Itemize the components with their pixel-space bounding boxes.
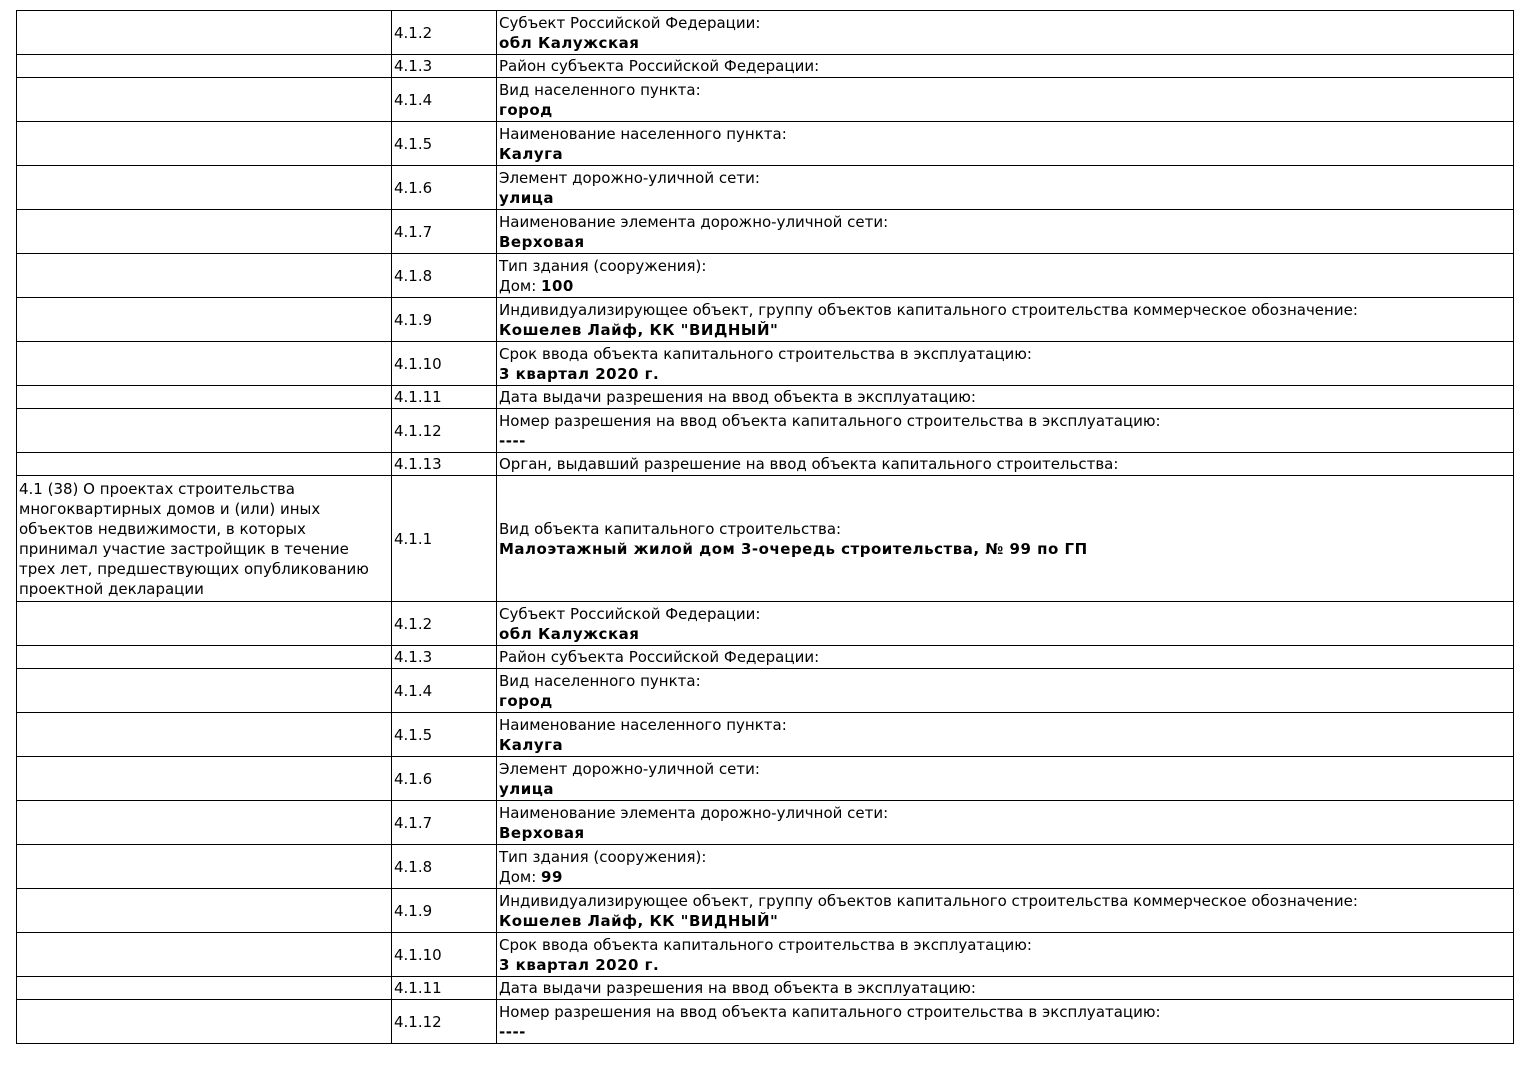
section-cell [17, 453, 392, 476]
item-content-cell [497, 602, 1514, 646]
item-code-cell: 4.1.3 [392, 646, 497, 669]
table-row [17, 713, 1514, 757]
table-row [17, 298, 1514, 342]
item-content-cell [497, 166, 1514, 210]
item-content-cell [497, 342, 1514, 386]
item-label: Тип здания (сооружения): [499, 847, 707, 866]
item-value: 3 квартал 2020 г. [499, 955, 660, 974]
item-code-cell: 4.1.6 [392, 757, 497, 801]
section-cell [17, 122, 392, 166]
item-code-cell: 4.1.11 [392, 977, 497, 1000]
section-cell [17, 757, 392, 801]
item-code-cell: 4.1.12 [392, 1000, 497, 1044]
item-code-cell: 4.1.10 [392, 933, 497, 977]
section-cell [17, 669, 392, 713]
item-value-line [499, 1022, 1511, 1042]
item-value-line [499, 320, 1511, 340]
item-code-cell: 4.1.3 [392, 55, 497, 78]
item-value: обл Калужская [499, 33, 640, 52]
item-value-line [499, 823, 1511, 843]
table-row [17, 889, 1514, 933]
item-code-cell: 4.1.1 [392, 476, 497, 602]
item-code-cell: 4.1.5 [392, 122, 497, 166]
table-row [17, 669, 1514, 713]
item-content-cell [497, 122, 1514, 166]
section-cell [17, 845, 392, 889]
item-label: Наименование элемента дорожно-уличной сети: [499, 212, 889, 231]
item-code-cell: 4.1.9 [392, 298, 497, 342]
table-row [17, 453, 1514, 476]
table-row [17, 210, 1514, 254]
item-label: Элемент дорожно-уличной сети: [499, 168, 760, 187]
table-row [17, 342, 1514, 386]
item-label: Элемент дорожно-уличной сети: [499, 759, 760, 778]
item-code-cell: 4.1.12 [392, 409, 497, 453]
item-value: город [499, 691, 553, 710]
table-row [17, 602, 1514, 646]
item-label: Номер разрешения на ввод объекта капитального строительства в эксплуатацию: [499, 411, 1161, 430]
item-value: ---- [499, 1022, 526, 1041]
item-label: Субъект Российской Федерации: [499, 13, 761, 32]
item-code-cell: 4.1.13 [392, 453, 497, 476]
item-value: улица [499, 188, 555, 207]
item-value: 100 [541, 276, 574, 295]
table-row [17, 1000, 1514, 1044]
item-content-cell [497, 669, 1514, 713]
item-label: Орган, выдавший разрешение на ввод объекта капитального строительства: [499, 455, 1119, 473]
table-row [17, 166, 1514, 210]
item-code-cell: 4.1.10 [392, 342, 497, 386]
section-cell [17, 713, 392, 757]
item-label: Тип здания (сооружения): [499, 256, 707, 275]
item-content-cell [497, 933, 1514, 977]
item-code-cell: 4.1.8 [392, 845, 497, 889]
table-row [17, 386, 1514, 409]
item-label: Вид объекта капитального строительства: [499, 519, 842, 538]
item-value-line [499, 100, 1511, 120]
item-content-cell [497, 386, 1514, 409]
section-cell [17, 977, 392, 1000]
item-label: Номер разрешения на ввод объекта капитального строительства в эксплуатацию: [499, 1002, 1161, 1021]
item-value: Верховая [499, 823, 585, 842]
section-cell [17, 11, 392, 55]
section-cell [17, 254, 392, 298]
item-value-line [499, 691, 1511, 711]
section-cell [17, 78, 392, 122]
item-value-line [499, 539, 1511, 559]
item-value-line [499, 735, 1511, 755]
item-content-cell [497, 476, 1514, 602]
item-label: Район субъекта Российской Федерации: [499, 57, 820, 75]
section-cell [17, 166, 392, 210]
item-content-cell [497, 55, 1514, 78]
item-content-cell [497, 453, 1514, 476]
table-row [17, 845, 1514, 889]
item-code-cell: 4.1.5 [392, 713, 497, 757]
item-value: Калуга [499, 144, 564, 163]
item-code-cell: 4.1.7 [392, 210, 497, 254]
table-row [17, 122, 1514, 166]
table-row [17, 476, 1514, 602]
item-label: Дата выдачи разрешения на ввод объекта в эксплуатацию: [499, 388, 976, 406]
section-cell [17, 889, 392, 933]
item-value: улица [499, 779, 555, 798]
item-content-cell [497, 977, 1514, 1000]
section-cell [17, 55, 392, 78]
section-cell [17, 646, 392, 669]
item-value: Кошелев Лайф, КК "ВИДНЫЙ" [499, 320, 779, 339]
item-value-line [499, 276, 1511, 296]
table-body [17, 11, 1514, 1044]
item-value-line [499, 188, 1511, 208]
item-value: Калуга [499, 735, 564, 754]
item-content-cell [497, 409, 1514, 453]
section-cell [17, 386, 392, 409]
item-label: Индивидуализирующее объект, группу объектов капитального строительства коммерческое обозначение: [499, 891, 1358, 910]
item-value: 3 квартал 2020 г. [499, 364, 660, 383]
item-label: Наименование элемента дорожно-уличной сети: [499, 803, 889, 822]
section-cell [17, 801, 392, 845]
section-cell [17, 1000, 392, 1044]
item-code-cell: 4.1.2 [392, 11, 497, 55]
item-value: город [499, 100, 553, 119]
item-label: Вид населенного пункта: [499, 80, 701, 99]
item-content-cell [497, 78, 1514, 122]
table-row [17, 409, 1514, 453]
item-value-prefix: Дом: [499, 867, 542, 886]
table-row [17, 933, 1514, 977]
item-content-cell [497, 713, 1514, 757]
item-value-line [499, 33, 1511, 53]
item-value: Кошелев Лайф, КК "ВИДНЫЙ" [499, 911, 779, 930]
declaration-table [16, 10, 1514, 1044]
item-content-cell [497, 254, 1514, 298]
item-value-line [499, 624, 1511, 644]
item-code-cell: 4.1.7 [392, 801, 497, 845]
table-row [17, 55, 1514, 78]
table-row [17, 11, 1514, 55]
item-value: 99 [541, 867, 563, 886]
item-content-cell [497, 1000, 1514, 1044]
item-value: Малоэтажный жилой дом 3-очередь строительства, № 99 по ГП [499, 539, 1088, 558]
section-cell [17, 602, 392, 646]
table-row [17, 977, 1514, 1000]
item-code-cell: 4.1.11 [392, 386, 497, 409]
item-code-cell: 4.1.6 [392, 166, 497, 210]
item-label: Субъект Российской Федерации: [499, 604, 761, 623]
item-code-cell: 4.1.2 [392, 602, 497, 646]
item-label: Индивидуализирующее объект, группу объектов капитального строительства коммерческое обозначение: [499, 300, 1358, 319]
item-value: Верховая [499, 232, 585, 251]
item-value-line [499, 232, 1511, 252]
table-row [17, 757, 1514, 801]
item-code-cell: 4.1.8 [392, 254, 497, 298]
section-cell [17, 298, 392, 342]
item-value-line [499, 431, 1511, 451]
item-content-cell [497, 11, 1514, 55]
item-value-line [499, 911, 1511, 931]
table-row [17, 801, 1514, 845]
item-code-cell: 4.1.4 [392, 669, 497, 713]
item-value-line [499, 779, 1511, 799]
section-cell [17, 210, 392, 254]
item-label: Срок ввода объекта капитального строительства в эксплуатацию: [499, 344, 1032, 363]
item-value-line [499, 144, 1511, 164]
item-value: ---- [499, 431, 526, 450]
item-label: Срок ввода объекта капитального строительства в эксплуатацию: [499, 935, 1032, 954]
item-content-cell [497, 646, 1514, 669]
section-cell [17, 409, 392, 453]
item-content-cell [497, 757, 1514, 801]
item-label: Район субъекта Российской Федерации: [499, 648, 820, 666]
item-label: Дата выдачи разрешения на ввод объекта в эксплуатацию: [499, 979, 976, 997]
item-content-cell [497, 889, 1514, 933]
item-label: Наименование населенного пункта: [499, 715, 787, 734]
item-value-line [499, 955, 1511, 975]
item-label: Наименование населенного пункта: [499, 124, 787, 143]
table-row [17, 254, 1514, 298]
item-label: Вид населенного пункта: [499, 671, 701, 690]
item-code-cell: 4.1.4 [392, 78, 497, 122]
item-value-line [499, 364, 1511, 384]
item-content-cell [497, 801, 1514, 845]
section-cell [17, 342, 392, 386]
section-cell: 4.1 (38) О проектах строительства многоквартирных домов и (или) иных объектов недвижимости, в которых принимал участие застройщик в течение трех лет, предшествующих опубликованию проектной декларации [17, 476, 392, 602]
table-row [17, 78, 1514, 122]
item-code-cell: 4.1.9 [392, 889, 497, 933]
table-row [17, 646, 1514, 669]
item-value-line [499, 867, 1511, 887]
item-value: обл Калужская [499, 624, 640, 643]
section-cell [17, 933, 392, 977]
item-value-prefix: Дом: [499, 276, 542, 295]
item-content-cell [497, 210, 1514, 254]
item-content-cell [497, 298, 1514, 342]
item-content-cell [497, 845, 1514, 889]
